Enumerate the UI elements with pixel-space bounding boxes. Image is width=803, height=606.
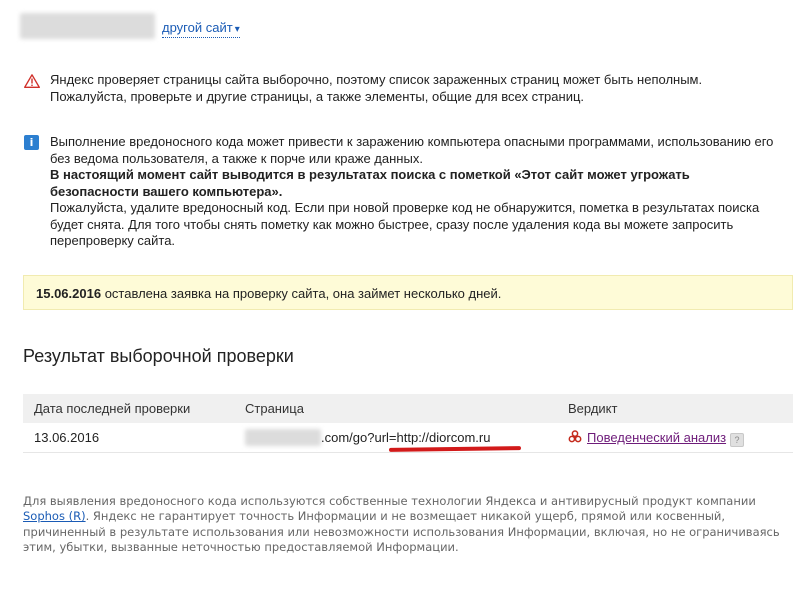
url-domain-redacted xyxy=(245,429,321,446)
warning-triangle-icon xyxy=(24,74,40,88)
info-bold-paragraph: В настоящий момент сайт выводится в результатах поиска с пометкой «Этот сайт может угрожать безопасности вашего компьютера». xyxy=(50,167,690,199)
warning-text: Яндекс проверяет страницы сайта выборочно, поэтому список зараженных страниц может быть неполным. Пожалуйста, проверьте и другие страницы, а также элементы, общие для всех страниц. xyxy=(50,72,703,104)
table-row xyxy=(23,423,793,453)
request-date: 15.06.2016 xyxy=(36,286,102,301)
disclaimer-text xyxy=(23,494,783,555)
other-site-dropdown[interactable] xyxy=(162,20,240,38)
row-page-url: .com/go?url=http://diorcom.ru xyxy=(321,430,491,445)
info-paragraph: Выполнение вредоносного кода может привести к заражению компьютера опасными программами, использованию его без ведома пользователя, а также к порче или краже данных. xyxy=(50,134,774,166)
info-text-block xyxy=(50,134,780,250)
results-table xyxy=(23,394,793,453)
column-header-verdict: Вердикт xyxy=(568,401,618,416)
disclaimer-part-2: . Яндекс не гарантирует точность Информации и не возмещает никакой ущерб, прямой или косвенный, причиненный в результате использования или невозможности использования Информации, включая, но не ограничиваясь этим, убытки, вызванные неточностью предоставляемой Информации. xyxy=(23,509,780,554)
site-name-redacted xyxy=(20,13,155,39)
results-title: Результат выборочной проверки xyxy=(23,346,294,366)
chevron-down-icon: ▾ xyxy=(234,24,240,35)
other-site-label: другой сайт xyxy=(162,20,233,35)
biohazard-icon xyxy=(568,430,582,444)
help-icon[interactable]: ? xyxy=(730,433,744,447)
table-header xyxy=(23,394,793,423)
request-text: оставлена заявка на проверку сайта, она займет несколько дней. xyxy=(101,286,502,301)
recheck-request-notice xyxy=(23,275,793,310)
sophos-link[interactable]: Sophos (R) xyxy=(23,509,86,524)
row-date: 13.06.2016 xyxy=(34,430,100,445)
info-icon: i xyxy=(24,135,39,150)
column-header-page: Страница xyxy=(245,401,304,416)
info-paragraph-instructions: Пожалуйста, удалите вредоносный код. Если при новой проверке код не обнаружится, пометка в результатах поиска будет снята. Для того чтобы снять пометку как можно быстрее, сразу после удаления кода вы можете запросить перепроверку сайта. xyxy=(50,200,760,248)
column-header-date: Дата последней проверки xyxy=(34,401,191,416)
row-verdict xyxy=(568,423,744,452)
disclaimer-part-1: Для выявления вредоносного кода используются собственные технологии Яндекса и антивирусный продукт компании xyxy=(23,494,756,508)
verdict-link[interactable]: Поведенческий анализ xyxy=(587,430,727,445)
